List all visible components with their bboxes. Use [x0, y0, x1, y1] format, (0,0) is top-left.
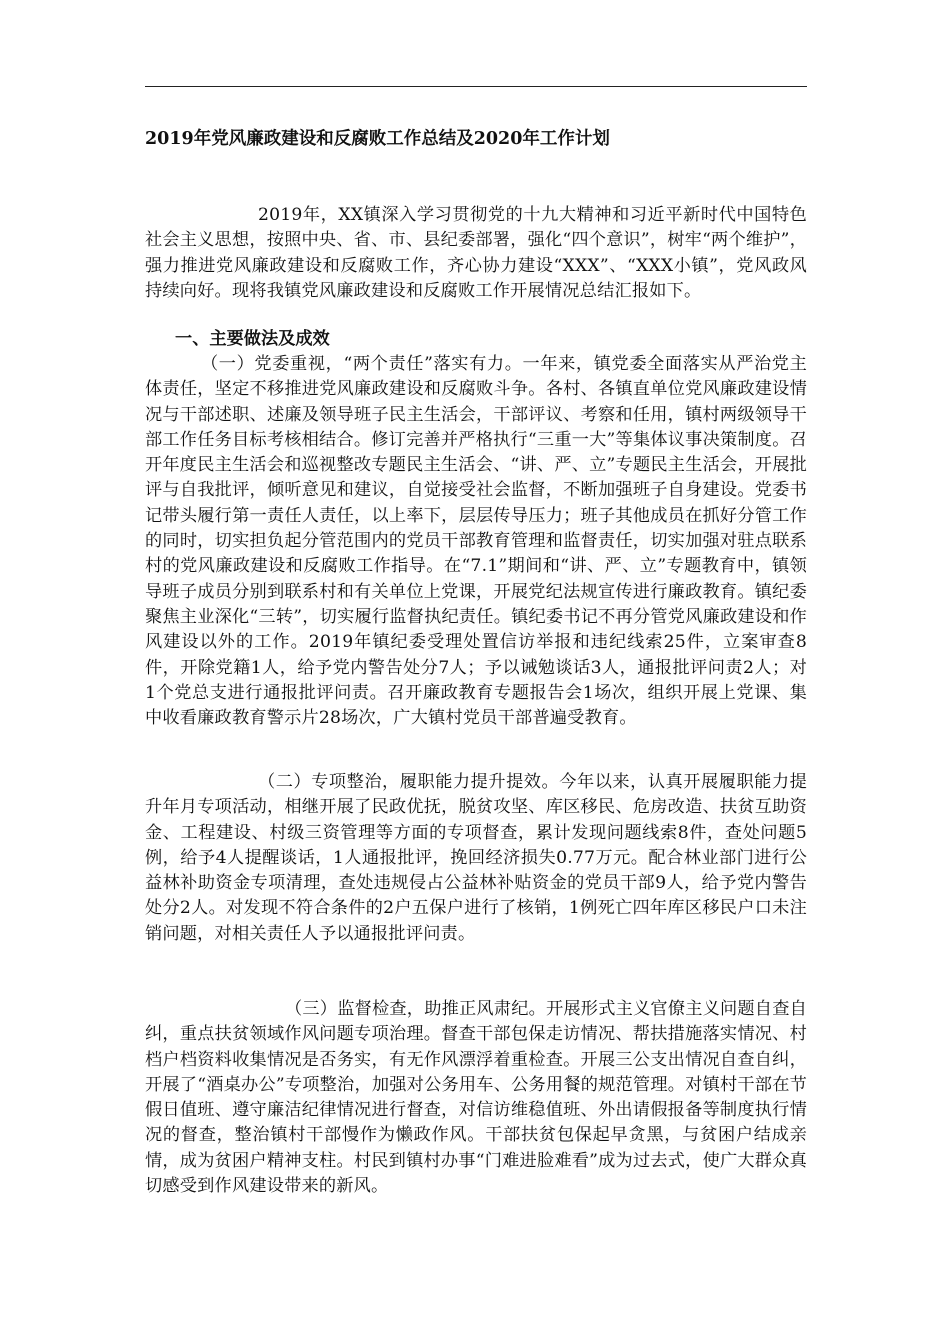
- document-title: 2019年党风廉政建设和反腐败工作总结及2020年工作计划: [145, 129, 610, 149]
- intro-paragraph: 2019年，XX镇深入学习贯彻党的十九大精神和习近平新时代中国特色社会主义思想，按照中央、省、市、县纪委部署，强化“四个意识”，树牢“两个维护”，强力推进党风廉政建设和反腐败工作，齐心协力建设“XXX”、“XXX小镇”，党风政风持续向好。现将我镇党风廉政建设和反腐败工作开展情况总结汇报如下。: [145, 205, 807, 301]
- paragraph-3: （三）监督检查，助推正风肃纪。开展形式主义官僚主义问题自查自纠，重点扶贫领域作风问题专项治理。督查干部包保走访情况、帮扶措施落实情况、村档户档资料收集情况是否务实，有无作风漂浮着重检查。开展三公支出情况自查自纠，开展了“酒桌办公”专项整治，加强对公务用车、公务用餐的规范管理。对镇村干部在节假日值班、遵守廉洁纪律情况进行督查，对信访维稳值班、外出请假报备等制度执行情况的督查，整治镇村干部慢作为懒政作风。干部扶贫包保起早贪黑，与贫困户结成亲情，成为贫困户精神支柱。村民到镇村办事“门难进脸难看”成为过去式，使广大群众真切感受到作风建设带来的新风。: [145, 999, 807, 1197]
- paragraph-2: （二）专项整治，履职能力提升提效。今年以来，认真开展履职能力提升年月专项活动，相继开展了民政优抚，脱贫攻坚、库区移民、危房改造、扶贫互助资金、工程建设、村级三资管理等方面的专项督查，累计发现问题线索8件，查处问题5例，给予4人提醒谈话，1人通报批评，挽回经济损失0.77万元。配合林业部门进行公益林补助资金专项清理，查处违规侵占公益林补贴资金的党员干部9人，给予党内警告处分2人。对发现不符合条件的2户五保户进行了核销，1例死亡四年库区移民户口未注销问题，对相关责任人予以通报批评问责。: [145, 772, 807, 944]
- section-heading-1: 一、主要做法及成效: [175, 329, 330, 349]
- header-rule: [145, 86, 807, 87]
- paragraph-1: （一）党委重视，“两个责任”落实有力。一年来，镇党委全面落实从严治党主体责任，坚定不移推进党风廉政建设和反腐败斗争。各村、各镇直单位党风廉政建设情况与干部述职、述廉及领导班子民主生活会，干部评议、考察和任用，镇村两级领导干部工作任务目标考核相结合。修订完善并严格执行“三重一大”等集体议事决策制度。召开年度民主生活会和巡视整改专题民主生活会、“讲、严、立”专题民主生活会，开展批评与自我批评，倾听意见和建议，自觉接受社会监督，不断加强班子自身建设。党委书记带头履行第一责任人责任，以上率下，层层传导压力；班子其他成员在抓好分管工作的同时，切实担负起分管范围内的党员干部教育管理和监督责任，切实加强对驻点联系村的党风廉政建设和反腐败工作指导。在“7.1”期间和“讲、严、立”专题教育中，镇领导班子成员分别到联系村和有关单位上党课，开展党纪法规宣传进行廉政教育。镇纪委聚焦主业深化“三转”，切实履行监督执纪责任。镇纪委书记不再分管党风廉政建设和作风建设以外的工作。2019年镇纪委受理处置信访举报和违纪线索25件，立案审查8件，开除党籍1人，给予党内警告处分7人；予以诫勉谈话3人，通报批评问责2人；对1个党总支进行通报批评问责。召开廉政教育专题报告会1场次，组织开展上党课、集中收看廉政教育警示片28场次，广大镇村党员干部普遍受教育。: [145, 354, 807, 729]
